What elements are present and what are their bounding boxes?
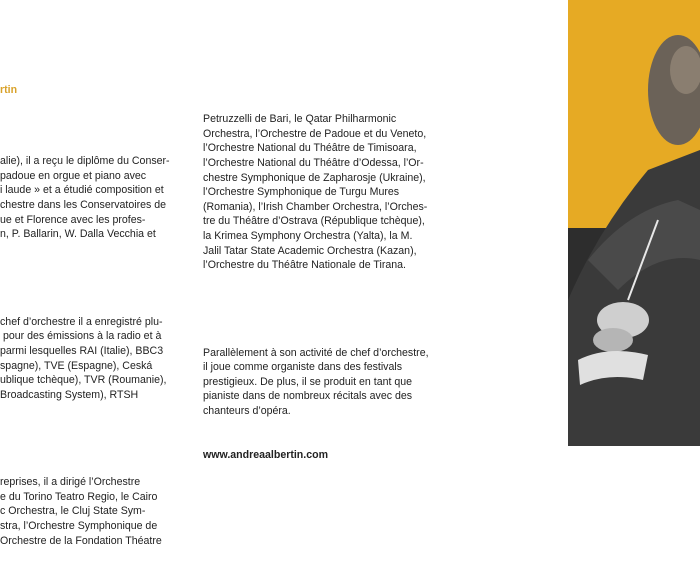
left-paragraph-1: alie), il a reçu le diplôme du Conser- padoue en orgue et piano avec i laude » et a étudié composition et chestre dans les Conservatoires de ue et Florence avec les profes- n, P. Ballarin, W. Dalla Vecchia et	[0, 155, 170, 241]
conductor-silhouette	[568, 0, 700, 446]
name-heading-fragment: rtin	[0, 84, 18, 96]
middle-paragraph-1: Petruzzelli de Bari, le Qatar Philharmonic Orchestra, l’Orchestre de Padoue et du Veneto, l’Orchestre National du Théâtre de Timisoara, l’Orchestre National du Théâtre d’Odessa, l’Or- chestre Symphonique de Zapharosje (Ukraine), l’Orchestre Symphonique de Turgu Mures (Romania), l’Irish Chamber Orchestra, l’Orches- tre du Théâtre d’Ostrava (République tchèque), la Krimea Symphony Orchestra (Yalta), la M. Jalil Tatar State Academic Orchestra (Kazan), l’Orchestre du Théâtre Nationale de Tirana.	[203, 113, 428, 272]
website-link[interactable]: www.andreaalbertin.com	[203, 448, 328, 461]
left-paragraph-3: reprises, il a dirigé l’Orchestre e du Torino Teatro Regio, le Cairo c Orchestra, le Cluj State Sym- stra, l’Orchestre Symphonique de Orchestre de la Fondation Théatre	[0, 476, 162, 547]
left-paragraph-2: chef d’orchestre il a enregistré plu- pour des émissions à la radio et à parmi lesquelles RAI (Italie), BBC3 spagne), TVE (Espagne), Ceská ublique tchèque), TVR (Roumanie), Broadcasting System), RTSH	[0, 315, 167, 401]
left-text-column	[0, 125, 200, 563]
middle-paragraph-2: Parallèlement à son activité de chef d’orchestre, il joue comme organiste dans des festivals prestigieux. De plus, il se produit en tant que pianiste dans de nombreux récitals avec des chanteurs d’opéra.	[203, 346, 429, 418]
conductor-photo	[568, 0, 700, 446]
middle-text-column	[203, 83, 473, 477]
